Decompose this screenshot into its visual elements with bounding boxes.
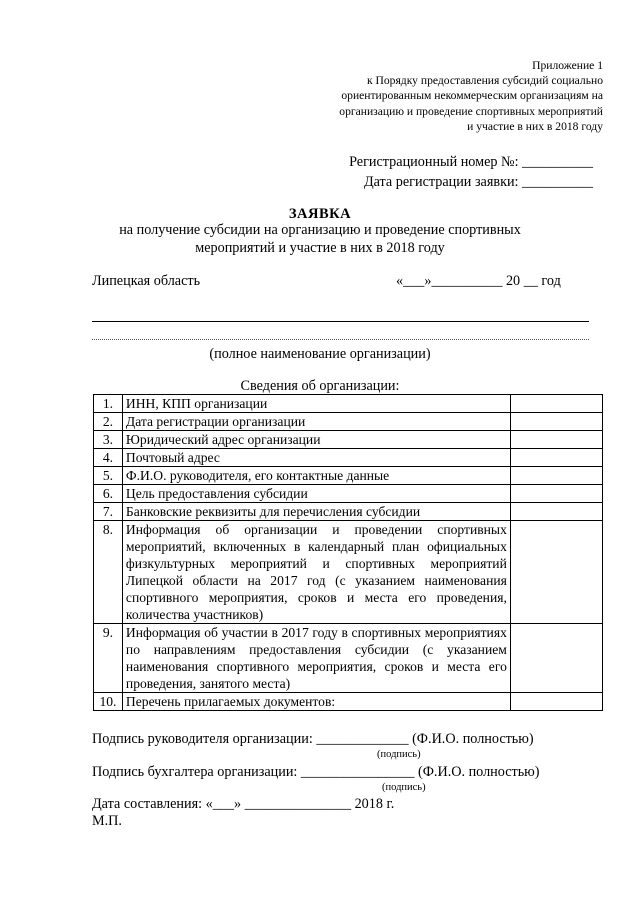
row-label: Почтовый адрес [122, 449, 510, 467]
row-label: Информация об организации и проведении спортивных мероприятий, включенных в календарный план официальных физкультурных мероприятий и спортивных мероприятий Липецкой области на 2017 год (с указанием наименования спортивного мероприятия, сроков и места его проведения, количества участников) [122, 521, 510, 624]
row-label: Юридический адрес организации [122, 431, 510, 449]
row-number: 10. [94, 693, 123, 711]
appendix-line: ориентированным некоммерческим организациям на [341, 89, 603, 103]
table-row [94, 693, 603, 711]
document-title: ЗАЯВКА [288, 206, 352, 222]
appendix-line: Приложение 1 [532, 59, 603, 72]
subtitle-line: мероприятий и участие в них в 2018 году [195, 239, 445, 256]
registration-number: Регистрационный номер №: __________ [349, 154, 593, 170]
row-number: 3. [94, 431, 123, 449]
accountant-signature-line: Подпись бухгалтера организации: ________________ (Ф.И.О. полностью) [92, 764, 540, 780]
table-row [94, 485, 603, 503]
row-number: 5. [94, 467, 123, 485]
row-label: Банковские реквизиты для перечисления субсидии [122, 503, 510, 521]
director-signature-caption: (подпись) [377, 749, 421, 760]
row-label: Дата регистрации организации [122, 413, 510, 431]
row-value-cell[interactable] [510, 624, 602, 693]
row-label: Информация об участии в 2017 году в спортивных мероприятиях по направлениям предоставления субсидии (с указанием наименования спортивного мероприятия, сроков и места его проведения, занятого места) [122, 624, 510, 693]
row-value-cell[interactable] [510, 467, 602, 485]
row-value-cell[interactable] [510, 413, 602, 431]
appendix-line: к Порядку предоставления субсидий социально [366, 74, 603, 88]
row-number: 1. [94, 395, 123, 413]
table-row [94, 503, 603, 521]
info-heading: Сведения об организации: [240, 378, 400, 394]
org-name-caption: (полное наименование организации) [209, 346, 431, 362]
table-row [94, 449, 603, 467]
org-name-dotted-line [92, 339, 589, 340]
row-value-cell[interactable] [510, 485, 602, 503]
table-row [94, 431, 603, 449]
table-row [94, 395, 603, 413]
row-value-cell[interactable] [510, 395, 602, 413]
row-value-cell[interactable] [510, 431, 602, 449]
row-number: 2. [94, 413, 123, 431]
application-date-line: «___»__________ 20 __ год [396, 273, 561, 289]
accountant-signature-caption: (подпись) [382, 782, 426, 793]
appendix-line: и участие в них в 2018 году [467, 119, 603, 133]
org-name-line [92, 321, 589, 322]
appendix-line: организацию и проведение спортивных мероприятий [339, 104, 603, 118]
director-signature-line: Подпись руководителя организации: _____________ (Ф.И.О. полностью) [92, 731, 534, 747]
row-label: Ф.И.О. руководителя, его контактные данные [122, 467, 510, 485]
table-row [94, 467, 603, 485]
row-number: 6. [94, 485, 123, 503]
table-row [94, 624, 603, 693]
row-value-cell[interactable] [510, 521, 602, 624]
document-subtitle [60, 222, 580, 257]
appendix-header [283, 58, 603, 134]
row-value-cell[interactable] [510, 449, 602, 467]
row-value-cell[interactable] [510, 693, 602, 711]
registration-date: Дата регистрации заявки: __________ [363, 174, 593, 190]
compilation-date-line: Дата составления: «___» _______________ 2018 г. [92, 796, 395, 812]
row-label: Перечень прилагаемых документов: [122, 693, 510, 711]
row-label: Цель предоставления субсидии [122, 485, 510, 503]
stamp-place-label: М.П. [92, 813, 122, 829]
row-number: 4. [94, 449, 123, 467]
row-label: ИНН, КПП организации [122, 395, 510, 413]
row-value-cell[interactable] [510, 503, 602, 521]
region-label: Липецкая область [92, 273, 201, 289]
row-number: 8. [94, 521, 123, 624]
table-row [94, 413, 603, 431]
row-number: 7. [94, 503, 123, 521]
table-row [94, 521, 603, 624]
organization-info-table [93, 394, 603, 711]
registration-block [349, 152, 593, 192]
subtitle-line: на получение субсидии на организацию и проведение спортивных [119, 222, 521, 238]
row-number: 9. [94, 624, 123, 693]
